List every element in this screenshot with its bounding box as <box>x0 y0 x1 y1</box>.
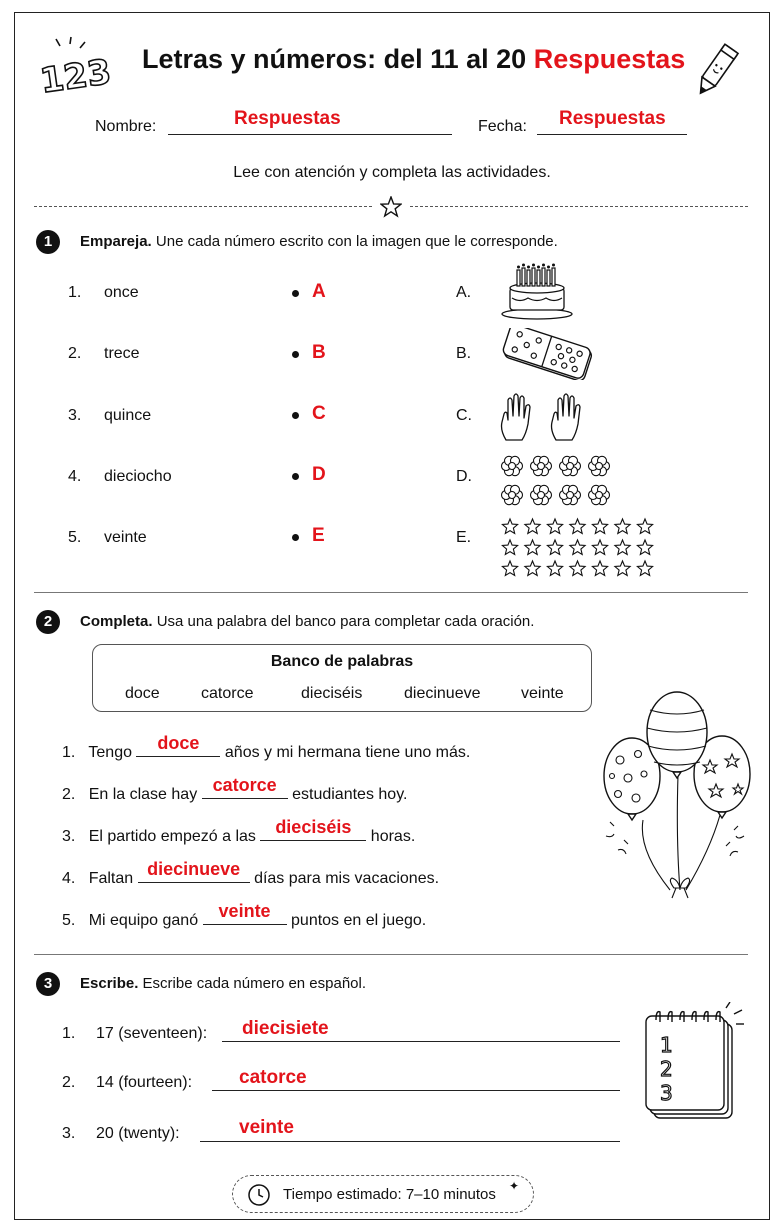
sentence-start: Faltan <box>88 870 134 887</box>
flower-mark <box>502 456 523 475</box>
star-mark <box>592 519 607 534</box>
svg-text:123: 123 <box>37 52 114 96</box>
item-number: 2. <box>68 345 82 362</box>
section-divider <box>34 954 748 955</box>
match-dot[interactable] <box>292 473 299 480</box>
option-letter: C. <box>456 407 472 424</box>
star-mark <box>570 519 585 534</box>
section-3-text: Escribe cada número en español. <box>142 975 367 992</box>
clock-icon <box>247 1183 271 1212</box>
flower-mark <box>560 485 581 504</box>
sentence-end: puntos en el juego. <box>291 912 427 929</box>
section-1-title: Empareja. <box>80 233 152 250</box>
star-mark <box>637 519 652 534</box>
section-1-heading <box>80 233 558 250</box>
write-answer: catorce <box>239 1067 307 1088</box>
answer-line[interactable] <box>200 1141 620 1142</box>
section-2-badge: 2 <box>36 610 60 634</box>
word-bank-title: Banco de palabras <box>270 653 414 670</box>
page-title <box>142 44 685 75</box>
instructions: Lee con atención y completa las actividades. <box>233 164 551 181</box>
answer-blank[interactable] <box>202 775 288 799</box>
section-2-title: Completa. <box>80 613 153 630</box>
sentence-start: Tengo <box>88 744 132 761</box>
answer-blank[interactable] <box>136 733 220 757</box>
star-mark <box>615 519 630 534</box>
sentence <box>62 733 471 762</box>
sentence <box>62 859 440 888</box>
sentence-number: 1. <box>62 744 76 761</box>
match-word: veinte <box>104 529 147 546</box>
name-line <box>168 134 452 135</box>
sentence <box>62 775 408 804</box>
sentence <box>62 817 416 846</box>
divider <box>410 206 748 207</box>
answer-text: dieciséis <box>275 817 352 837</box>
sentence <box>62 901 427 930</box>
bank-word: veinte <box>521 685 564 702</box>
match-dot[interactable] <box>292 534 299 541</box>
star-mark <box>525 540 540 555</box>
time-estimate-box <box>232 1175 534 1213</box>
sentence-end: días para mis vacaciones. <box>254 870 440 887</box>
answer-line[interactable] <box>222 1041 620 1042</box>
match-word: dieciocho <box>104 468 172 485</box>
match-answer: D <box>312 464 326 485</box>
match-dot[interactable] <box>292 290 299 297</box>
section-3-badge: 3 <box>36 972 60 996</box>
item-number: 1. <box>68 284 82 301</box>
option-letter: A. <box>456 284 472 301</box>
name-label: Nombre: <box>95 118 157 135</box>
star-mark <box>615 561 630 576</box>
match-answer: B <box>312 342 326 363</box>
star-mark <box>592 561 607 576</box>
section-2-text: Usa una palabra del banco para completar cada oración. <box>156 613 535 630</box>
bank-word: doce <box>125 685 160 702</box>
bank-word: catorce <box>201 685 254 702</box>
star-mark <box>525 561 540 576</box>
star-mark <box>637 540 652 555</box>
date-field[interactable]: Respuestas <box>559 108 666 129</box>
star-mark <box>547 561 562 576</box>
flower-mark <box>531 485 552 504</box>
match-word: trece <box>104 345 140 362</box>
balloons-icon <box>598 690 758 905</box>
title-text: Letras y números: del 11 al 20 <box>142 44 527 74</box>
flower-mark <box>502 485 523 504</box>
answer-text: veinte <box>218 901 271 921</box>
cake-icon <box>500 262 574 325</box>
match-dot[interactable] <box>292 351 299 358</box>
item-number: 4. <box>68 468 82 485</box>
match-answer: C <box>312 403 326 424</box>
flower-mark <box>560 456 581 475</box>
flowers-icon <box>498 452 614 515</box>
notebook-icon <box>640 1002 750 1129</box>
star-icon <box>380 196 402 223</box>
sentence-number: 4. <box>62 870 76 887</box>
answer-blank[interactable] <box>138 859 250 883</box>
flower-mark <box>531 456 552 475</box>
item-number: 5. <box>68 529 82 546</box>
numbers-logo <box>34 36 120 96</box>
hands-icon <box>496 392 592 449</box>
word-bank <box>92 644 592 712</box>
section-divider <box>34 592 748 593</box>
sentence-end: años y mi hermana tiene uno más. <box>224 744 471 761</box>
notebook-digit: 1 <box>660 1033 673 1057</box>
sparkle-icon: ✦ <box>509 1179 520 1193</box>
match-answer: E <box>312 525 325 546</box>
notebook-digit: 2 <box>660 1057 673 1081</box>
flower-mark <box>589 456 610 475</box>
date-label: Fecha: <box>478 118 527 135</box>
date-line <box>537 134 687 135</box>
sentence-end: horas. <box>370 828 416 845</box>
sentence-number: 5. <box>62 912 76 929</box>
star-mark <box>637 561 652 576</box>
sentence-number: 2. <box>62 786 76 803</box>
match-word: quince <box>104 407 152 424</box>
item-number: 2. <box>62 1074 76 1091</box>
section-2-heading <box>80 613 534 630</box>
option-letter: E. <box>456 529 472 546</box>
answer-text: diecinueve <box>147 859 241 879</box>
star-mark <box>547 540 562 555</box>
write-answer: diecisiete <box>242 1018 329 1039</box>
write-prompt: 20 (twenty): <box>96 1125 180 1142</box>
bank-word: diecinueve <box>404 685 481 702</box>
notebook-digit: 3 <box>660 1081 673 1105</box>
option-letter: D. <box>456 468 472 485</box>
sentence-number: 3. <box>62 828 76 845</box>
match-dot[interactable] <box>292 412 299 419</box>
sentence-start: Mi equipo ganó <box>88 912 199 929</box>
section-3-heading <box>80 975 366 992</box>
star-mark <box>502 561 517 576</box>
match-answer: A <box>312 281 326 302</box>
star-mark <box>570 540 585 555</box>
item-number: 1. <box>62 1025 76 1042</box>
star-mark <box>502 540 517 555</box>
divider <box>34 206 372 207</box>
star-mark <box>615 540 630 555</box>
answer-text: doce <box>157 733 200 753</box>
pencil-icon <box>690 40 742 102</box>
star-mark <box>570 561 585 576</box>
flower-mark <box>589 485 610 504</box>
write-prompt: 17 (seventeen): <box>96 1025 208 1042</box>
section-1-text: Une cada número escrito con la imagen que le corresponde. <box>155 233 558 250</box>
stars-icon <box>500 517 660 586</box>
star-mark <box>502 519 517 534</box>
answer-blank[interactable] <box>260 817 366 841</box>
item-number: 3. <box>68 407 82 424</box>
name-field[interactable]: Respuestas <box>234 108 341 129</box>
answer-text: catorce <box>212 775 277 795</box>
sentence-start: En la clase hay <box>88 786 198 803</box>
star-mark <box>592 540 607 555</box>
write-prompt: 14 (fourteen): <box>96 1074 193 1091</box>
star-mark <box>547 519 562 534</box>
time-estimate-text: Tiempo estimado: 7–10 minutos <box>283 1186 496 1203</box>
write-answer: veinte <box>239 1117 294 1138</box>
section-3-title: Escribe. <box>80 975 139 992</box>
bank-word: dieciséis <box>301 685 363 702</box>
answer-blank[interactable] <box>203 901 287 925</box>
section-1-badge: 1 <box>36 230 60 254</box>
item-number: 3. <box>62 1125 76 1142</box>
answer-line[interactable] <box>212 1090 620 1091</box>
sentence-start: El partido empezó a las <box>88 828 256 845</box>
match-word: once <box>104 284 139 301</box>
star-mark <box>525 519 540 534</box>
option-letter: B. <box>456 345 472 362</box>
sentence-end: estudiantes hoy. <box>292 786 408 803</box>
title-answers: Respuestas <box>533 44 686 74</box>
domino-icon <box>500 328 596 385</box>
